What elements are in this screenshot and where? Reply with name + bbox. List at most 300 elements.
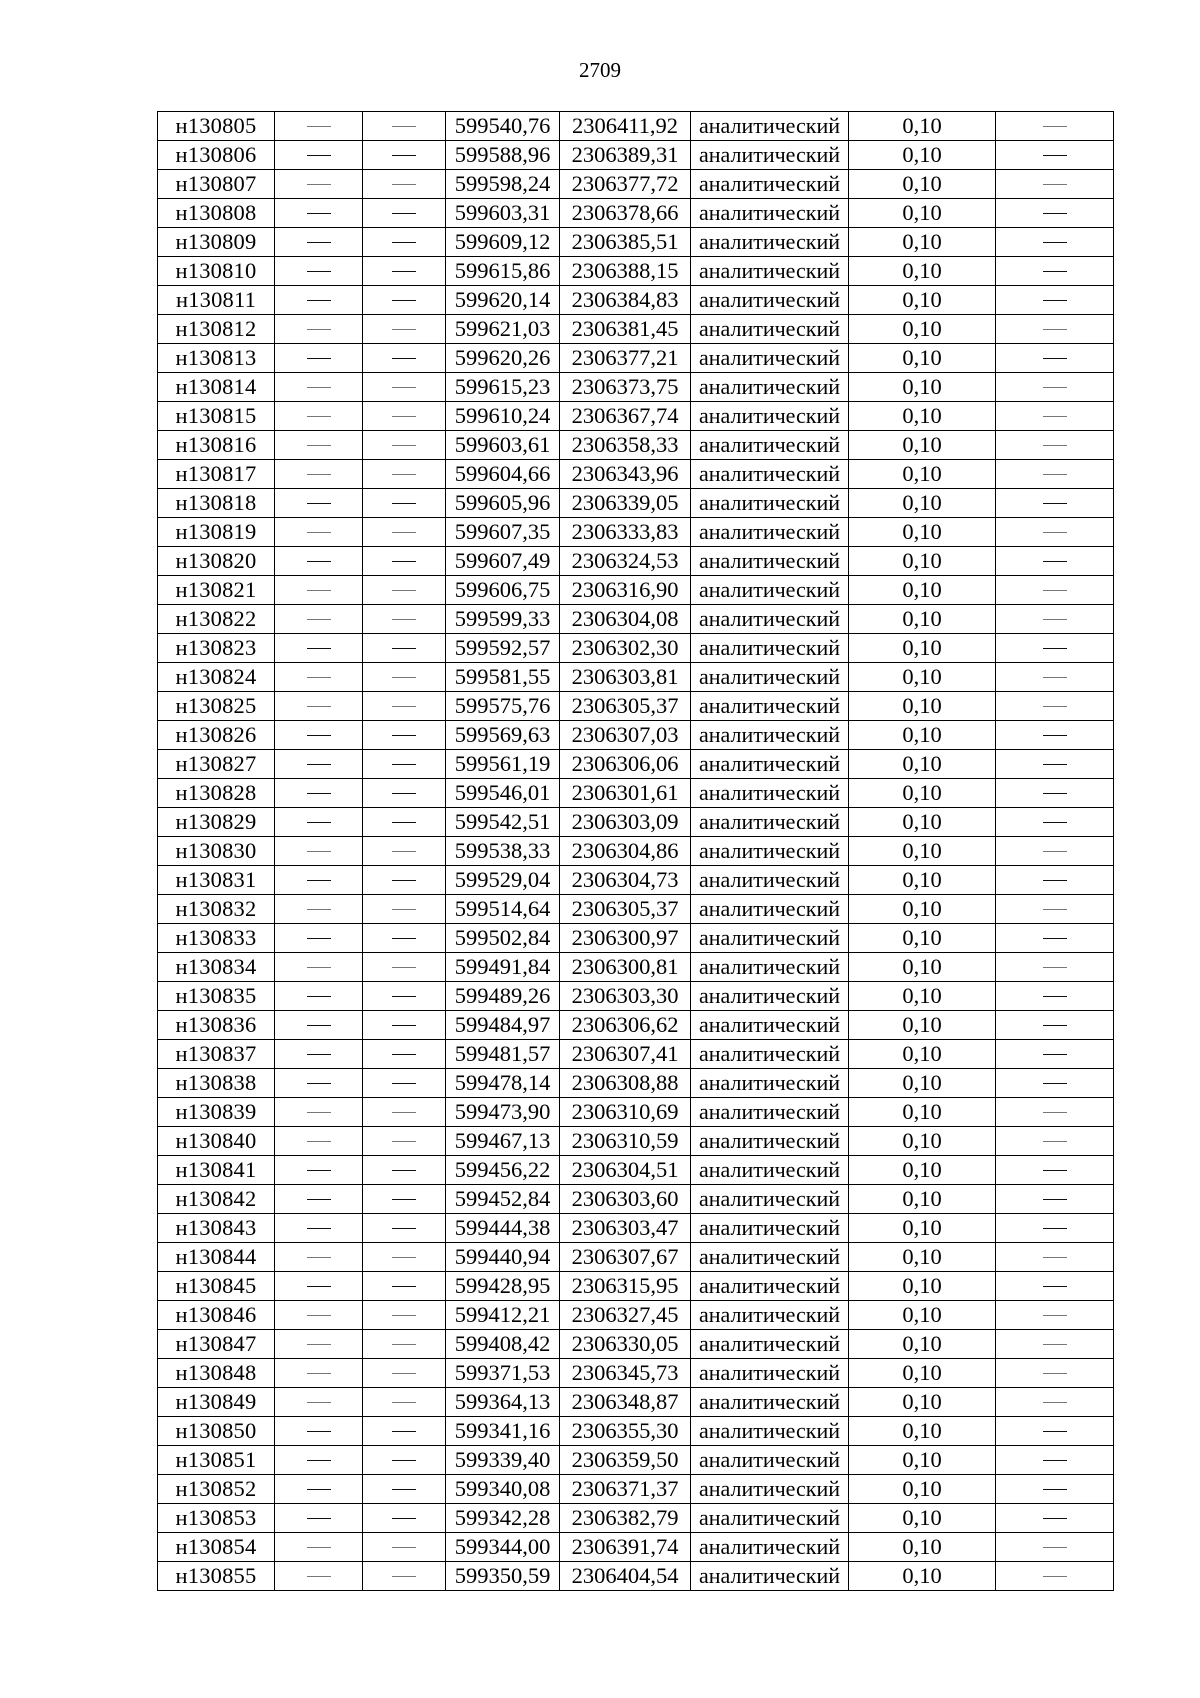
y-coordinate-cell: 2306343,96 bbox=[560, 460, 691, 489]
empty-value-cell bbox=[363, 315, 446, 344]
accuracy-cell: 0,10 bbox=[849, 1504, 996, 1533]
dash-mark bbox=[392, 503, 416, 504]
x-coordinate-cell: 599581,55 bbox=[446, 663, 560, 692]
method-cell: аналитический bbox=[691, 1098, 849, 1127]
table-row bbox=[158, 257, 1114, 286]
accuracy-cell: 0,10 bbox=[849, 1214, 996, 1243]
empty-value-cell bbox=[275, 837, 363, 866]
point-name-cell: н130827 bbox=[158, 750, 275, 779]
empty-value-cell bbox=[996, 1533, 1114, 1562]
accuracy-cell: 0,10 bbox=[849, 402, 996, 431]
y-coordinate-cell: 2306315,95 bbox=[560, 1272, 691, 1301]
table-row bbox=[158, 373, 1114, 402]
empty-value-cell bbox=[275, 866, 363, 895]
x-coordinate-cell: 599478,14 bbox=[446, 1069, 560, 1098]
y-coordinate-cell: 2306389,31 bbox=[560, 141, 691, 170]
point-name-cell: н130813 bbox=[158, 344, 275, 373]
y-coordinate-cell: 2306345,73 bbox=[560, 1359, 691, 1388]
empty-value-cell bbox=[363, 1127, 446, 1156]
dash-mark bbox=[1043, 387, 1067, 388]
empty-value-cell bbox=[996, 344, 1114, 373]
y-coordinate-cell: 2306303,30 bbox=[560, 982, 691, 1011]
dash-mark bbox=[307, 909, 331, 910]
empty-value-cell bbox=[363, 605, 446, 634]
empty-value-cell bbox=[363, 1214, 446, 1243]
x-coordinate-cell: 599620,14 bbox=[446, 286, 560, 315]
table-row bbox=[158, 315, 1114, 344]
accuracy-cell: 0,10 bbox=[849, 1533, 996, 1562]
empty-value-cell bbox=[363, 1156, 446, 1185]
empty-value-cell bbox=[996, 779, 1114, 808]
x-coordinate-cell: 599529,04 bbox=[446, 866, 560, 895]
table-row bbox=[158, 460, 1114, 489]
dash-mark bbox=[392, 184, 416, 185]
empty-value-cell bbox=[275, 634, 363, 663]
empty-value-cell bbox=[996, 663, 1114, 692]
empty-value-cell bbox=[996, 634, 1114, 663]
x-coordinate-cell: 599364,13 bbox=[446, 1388, 560, 1417]
empty-value-cell bbox=[275, 1388, 363, 1417]
point-name-cell: н130848 bbox=[158, 1359, 275, 1388]
point-name-cell: н130854 bbox=[158, 1533, 275, 1562]
y-coordinate-cell: 2306327,45 bbox=[560, 1301, 691, 1330]
table-row bbox=[158, 692, 1114, 721]
point-name-cell: н130830 bbox=[158, 837, 275, 866]
empty-value-cell bbox=[275, 779, 363, 808]
empty-value-cell bbox=[363, 1069, 446, 1098]
empty-value-cell bbox=[275, 460, 363, 489]
dash-mark bbox=[392, 793, 416, 794]
accuracy-cell: 0,10 bbox=[849, 460, 996, 489]
accuracy-cell: 0,10 bbox=[849, 1475, 996, 1504]
empty-value-cell bbox=[363, 344, 446, 373]
dash-mark bbox=[392, 1518, 416, 1519]
dash-mark bbox=[307, 445, 331, 446]
table-row bbox=[158, 1446, 1114, 1475]
dash-mark bbox=[307, 474, 331, 475]
empty-value-cell bbox=[363, 199, 446, 228]
empty-value-cell bbox=[275, 1417, 363, 1446]
accuracy-cell: 0,10 bbox=[849, 315, 996, 344]
dash-mark bbox=[392, 155, 416, 156]
table-row bbox=[158, 1417, 1114, 1446]
table-row bbox=[158, 1011, 1114, 1040]
dash-mark bbox=[392, 706, 416, 707]
x-coordinate-cell: 599489,26 bbox=[446, 982, 560, 1011]
table-row bbox=[158, 1040, 1114, 1069]
point-name-cell: н130815 bbox=[158, 402, 275, 431]
empty-value-cell bbox=[996, 228, 1114, 257]
dash-mark bbox=[1043, 1431, 1067, 1432]
empty-value-cell bbox=[363, 1185, 446, 1214]
method-cell: аналитический bbox=[691, 1417, 849, 1446]
empty-value-cell bbox=[363, 866, 446, 895]
point-name-cell: н130833 bbox=[158, 924, 275, 953]
dash-mark bbox=[1043, 503, 1067, 504]
dash-mark bbox=[1043, 1315, 1067, 1316]
dash-mark bbox=[1043, 271, 1067, 272]
dash-mark bbox=[1043, 1547, 1067, 1548]
empty-value-cell bbox=[363, 808, 446, 837]
empty-value-cell bbox=[275, 924, 363, 953]
empty-value-cell bbox=[363, 1562, 446, 1591]
x-coordinate-cell: 599607,35 bbox=[446, 518, 560, 547]
dash-mark bbox=[307, 1576, 331, 1577]
empty-value-cell bbox=[275, 1330, 363, 1359]
point-name-cell: н130808 bbox=[158, 199, 275, 228]
empty-value-cell bbox=[275, 1040, 363, 1069]
empty-value-cell bbox=[275, 721, 363, 750]
table-body bbox=[158, 112, 1114, 1591]
method-cell: аналитический bbox=[691, 373, 849, 402]
empty-value-cell bbox=[275, 605, 363, 634]
method-cell: аналитический bbox=[691, 402, 849, 431]
x-coordinate-cell: 599615,23 bbox=[446, 373, 560, 402]
point-name-cell: н130839 bbox=[158, 1098, 275, 1127]
method-cell: аналитический bbox=[691, 1069, 849, 1098]
empty-value-cell bbox=[275, 1301, 363, 1330]
method-cell: аналитический bbox=[691, 634, 849, 663]
dash-mark bbox=[1043, 1025, 1067, 1026]
method-cell: аналитический bbox=[691, 1040, 849, 1069]
y-coordinate-cell: 2306388,15 bbox=[560, 257, 691, 286]
x-coordinate-cell: 599621,03 bbox=[446, 315, 560, 344]
point-name-cell: н130838 bbox=[158, 1069, 275, 1098]
table-row bbox=[158, 837, 1114, 866]
dash-mark bbox=[392, 271, 416, 272]
table-row bbox=[158, 663, 1114, 692]
empty-value-cell bbox=[996, 112, 1114, 141]
dash-mark bbox=[392, 387, 416, 388]
point-name-cell: н130828 bbox=[158, 779, 275, 808]
point-name-cell: н130837 bbox=[158, 1040, 275, 1069]
method-cell: аналитический bbox=[691, 750, 849, 779]
point-name-cell: н130829 bbox=[158, 808, 275, 837]
accuracy-cell: 0,10 bbox=[849, 605, 996, 634]
x-coordinate-cell: 599546,01 bbox=[446, 779, 560, 808]
dash-mark bbox=[307, 793, 331, 794]
table-row bbox=[158, 170, 1114, 199]
table-row bbox=[158, 1533, 1114, 1562]
empty-value-cell bbox=[275, 141, 363, 170]
empty-value-cell bbox=[363, 721, 446, 750]
table-row bbox=[158, 1214, 1114, 1243]
empty-value-cell bbox=[363, 373, 446, 402]
x-coordinate-cell: 599603,61 bbox=[446, 431, 560, 460]
accuracy-cell: 0,10 bbox=[849, 1359, 996, 1388]
method-cell: аналитический bbox=[691, 1330, 849, 1359]
x-coordinate-cell: 599371,53 bbox=[446, 1359, 560, 1388]
y-coordinate-cell: 2306382,79 bbox=[560, 1504, 691, 1533]
y-coordinate-cell: 2306377,21 bbox=[560, 344, 691, 373]
dash-mark bbox=[307, 996, 331, 997]
accuracy-cell: 0,10 bbox=[849, 170, 996, 199]
accuracy-cell: 0,10 bbox=[849, 837, 996, 866]
dash-mark bbox=[307, 300, 331, 301]
empty-value-cell bbox=[275, 489, 363, 518]
accuracy-cell: 0,10 bbox=[849, 1127, 996, 1156]
x-coordinate-cell: 599467,13 bbox=[446, 1127, 560, 1156]
empty-value-cell bbox=[363, 1243, 446, 1272]
y-coordinate-cell: 2306303,60 bbox=[560, 1185, 691, 1214]
dash-mark bbox=[1043, 996, 1067, 997]
dash-mark bbox=[1043, 1489, 1067, 1490]
y-coordinate-cell: 2306385,51 bbox=[560, 228, 691, 257]
dash-mark bbox=[1043, 184, 1067, 185]
point-name-cell: н130845 bbox=[158, 1272, 275, 1301]
empty-value-cell bbox=[275, 286, 363, 315]
method-cell: аналитический bbox=[691, 431, 849, 460]
dash-mark bbox=[307, 1083, 331, 1084]
x-coordinate-cell: 599491,84 bbox=[446, 953, 560, 982]
y-coordinate-cell: 2306305,37 bbox=[560, 895, 691, 924]
method-cell: аналитический bbox=[691, 779, 849, 808]
point-name-cell: н130816 bbox=[158, 431, 275, 460]
empty-value-cell bbox=[996, 286, 1114, 315]
x-coordinate-cell: 599607,49 bbox=[446, 547, 560, 576]
accuracy-cell: 0,10 bbox=[849, 1562, 996, 1591]
empty-value-cell bbox=[996, 1359, 1114, 1388]
y-coordinate-cell: 2306301,61 bbox=[560, 779, 691, 808]
dash-mark bbox=[392, 1170, 416, 1171]
empty-value-cell bbox=[363, 1504, 446, 1533]
empty-value-cell bbox=[275, 1185, 363, 1214]
accuracy-cell: 0,10 bbox=[849, 1272, 996, 1301]
empty-value-cell bbox=[363, 663, 446, 692]
dash-mark bbox=[1043, 1170, 1067, 1171]
dash-mark bbox=[1043, 764, 1067, 765]
dash-mark bbox=[307, 416, 331, 417]
empty-value-cell bbox=[996, 1069, 1114, 1098]
dash-mark bbox=[307, 155, 331, 156]
empty-value-cell bbox=[996, 141, 1114, 170]
x-coordinate-cell: 599561,19 bbox=[446, 750, 560, 779]
dash-mark bbox=[392, 677, 416, 678]
empty-value-cell bbox=[996, 199, 1114, 228]
point-name-cell: н130851 bbox=[158, 1446, 275, 1475]
point-name-cell: н130818 bbox=[158, 489, 275, 518]
x-coordinate-cell: 599606,75 bbox=[446, 576, 560, 605]
empty-value-cell bbox=[275, 982, 363, 1011]
x-coordinate-cell: 599542,51 bbox=[446, 808, 560, 837]
x-coordinate-cell: 599540,76 bbox=[446, 112, 560, 141]
method-cell: аналитический bbox=[691, 315, 849, 344]
dash-mark bbox=[307, 1373, 331, 1374]
method-cell: аналитический bbox=[691, 547, 849, 576]
dash-mark bbox=[1043, 648, 1067, 649]
accuracy-cell: 0,10 bbox=[849, 1417, 996, 1446]
dash-mark bbox=[1043, 445, 1067, 446]
x-coordinate-cell: 599514,64 bbox=[446, 895, 560, 924]
dash-mark bbox=[392, 416, 416, 417]
accuracy-cell: 0,10 bbox=[849, 663, 996, 692]
x-coordinate-cell: 599615,86 bbox=[446, 257, 560, 286]
table-row bbox=[158, 1127, 1114, 1156]
y-coordinate-cell: 2306308,88 bbox=[560, 1069, 691, 1098]
method-cell: аналитический bbox=[691, 1562, 849, 1591]
y-coordinate-cell: 2306302,30 bbox=[560, 634, 691, 663]
dash-mark bbox=[307, 532, 331, 533]
y-coordinate-cell: 2306355,30 bbox=[560, 1417, 691, 1446]
dash-mark bbox=[307, 213, 331, 214]
empty-value-cell bbox=[275, 170, 363, 199]
point-name-cell: н130823 bbox=[158, 634, 275, 663]
dash-mark bbox=[1043, 358, 1067, 359]
dash-mark bbox=[307, 1315, 331, 1316]
accuracy-cell: 0,10 bbox=[849, 1098, 996, 1127]
dash-mark bbox=[392, 532, 416, 533]
dash-mark bbox=[307, 1402, 331, 1403]
table-row bbox=[158, 547, 1114, 576]
method-cell: аналитический bbox=[691, 982, 849, 1011]
dash-mark bbox=[307, 619, 331, 620]
y-coordinate-cell: 2306367,74 bbox=[560, 402, 691, 431]
point-name-cell: н130834 bbox=[158, 953, 275, 982]
method-cell: аналитический bbox=[691, 489, 849, 518]
method-cell: аналитический bbox=[691, 344, 849, 373]
empty-value-cell bbox=[996, 460, 1114, 489]
accuracy-cell: 0,10 bbox=[849, 112, 996, 141]
table-row bbox=[158, 112, 1114, 141]
accuracy-cell: 0,10 bbox=[849, 1011, 996, 1040]
y-coordinate-cell: 2306377,72 bbox=[560, 170, 691, 199]
empty-value-cell bbox=[275, 1533, 363, 1562]
y-coordinate-cell: 2306391,74 bbox=[560, 1533, 691, 1562]
method-cell: аналитический bbox=[691, 228, 849, 257]
point-name-cell: н130814 bbox=[158, 373, 275, 402]
accuracy-cell: 0,10 bbox=[849, 1040, 996, 1069]
empty-value-cell bbox=[996, 1098, 1114, 1127]
empty-value-cell bbox=[363, 1011, 446, 1040]
dash-mark bbox=[307, 677, 331, 678]
x-coordinate-cell: 599599,33 bbox=[446, 605, 560, 634]
y-coordinate-cell: 2306307,41 bbox=[560, 1040, 691, 1069]
empty-value-cell bbox=[275, 1011, 363, 1040]
accuracy-cell: 0,10 bbox=[849, 228, 996, 257]
method-cell: аналитический bbox=[691, 112, 849, 141]
accuracy-cell: 0,10 bbox=[849, 518, 996, 547]
method-cell: аналитический bbox=[691, 1504, 849, 1533]
point-name-cell: н130842 bbox=[158, 1185, 275, 1214]
dash-mark bbox=[392, 1344, 416, 1345]
dash-mark bbox=[392, 1489, 416, 1490]
dash-mark bbox=[307, 967, 331, 968]
empty-value-cell bbox=[275, 895, 363, 924]
table-row bbox=[158, 779, 1114, 808]
empty-value-cell bbox=[996, 518, 1114, 547]
y-coordinate-cell: 2306306,06 bbox=[560, 750, 691, 779]
point-name-cell: н130822 bbox=[158, 605, 275, 634]
x-coordinate-cell: 599588,96 bbox=[446, 141, 560, 170]
accuracy-cell: 0,10 bbox=[849, 750, 996, 779]
dash-mark bbox=[1043, 1141, 1067, 1142]
y-coordinate-cell: 2306371,37 bbox=[560, 1475, 691, 1504]
empty-value-cell bbox=[363, 112, 446, 141]
dash-mark bbox=[307, 184, 331, 185]
x-coordinate-cell: 599609,12 bbox=[446, 228, 560, 257]
accuracy-cell: 0,10 bbox=[849, 547, 996, 576]
x-coordinate-cell: 599610,24 bbox=[446, 402, 560, 431]
method-cell: аналитический bbox=[691, 141, 849, 170]
y-coordinate-cell: 2306304,51 bbox=[560, 1156, 691, 1185]
dash-mark bbox=[392, 242, 416, 243]
dash-mark bbox=[392, 329, 416, 330]
method-cell: аналитический bbox=[691, 663, 849, 692]
empty-value-cell bbox=[996, 605, 1114, 634]
empty-value-cell bbox=[996, 692, 1114, 721]
dash-mark bbox=[307, 1112, 331, 1113]
table-row bbox=[158, 1359, 1114, 1388]
dash-mark bbox=[1043, 1286, 1067, 1287]
dash-mark bbox=[392, 967, 416, 968]
empty-value-cell bbox=[996, 1011, 1114, 1040]
table-row bbox=[158, 808, 1114, 837]
accuracy-cell: 0,10 bbox=[849, 779, 996, 808]
dash-mark bbox=[307, 648, 331, 649]
table-row bbox=[158, 489, 1114, 518]
dash-mark bbox=[307, 242, 331, 243]
method-cell: аналитический bbox=[691, 199, 849, 228]
empty-value-cell bbox=[996, 547, 1114, 576]
table-row bbox=[158, 721, 1114, 750]
method-cell: аналитический bbox=[691, 460, 849, 489]
y-coordinate-cell: 2306307,03 bbox=[560, 721, 691, 750]
dash-mark bbox=[392, 1460, 416, 1461]
point-name-cell: н130836 bbox=[158, 1011, 275, 1040]
table-row bbox=[158, 141, 1114, 170]
dash-mark bbox=[307, 1228, 331, 1229]
point-name-cell: н130809 bbox=[158, 228, 275, 257]
x-coordinate-cell: 599502,84 bbox=[446, 924, 560, 953]
point-name-cell: н130832 bbox=[158, 895, 275, 924]
y-coordinate-cell: 2306300,81 bbox=[560, 953, 691, 982]
empty-value-cell bbox=[996, 837, 1114, 866]
empty-value-cell bbox=[996, 1301, 1114, 1330]
y-coordinate-cell: 2306300,97 bbox=[560, 924, 691, 953]
empty-value-cell bbox=[996, 1475, 1114, 1504]
dash-mark bbox=[307, 329, 331, 330]
dash-mark bbox=[1043, 706, 1067, 707]
accuracy-cell: 0,10 bbox=[849, 1388, 996, 1417]
dash-mark bbox=[392, 1141, 416, 1142]
empty-value-cell bbox=[996, 576, 1114, 605]
method-cell: аналитический bbox=[691, 953, 849, 982]
table-row bbox=[158, 518, 1114, 547]
dash-mark bbox=[1043, 329, 1067, 330]
x-coordinate-cell: 599603,31 bbox=[446, 199, 560, 228]
dash-mark bbox=[307, 1344, 331, 1345]
method-cell: аналитический bbox=[691, 721, 849, 750]
dash-mark bbox=[1043, 851, 1067, 852]
empty-value-cell bbox=[996, 373, 1114, 402]
empty-value-cell bbox=[275, 1359, 363, 1388]
empty-value-cell bbox=[996, 1185, 1114, 1214]
point-name-cell: н130807 bbox=[158, 170, 275, 199]
point-name-cell: н130843 bbox=[158, 1214, 275, 1243]
accuracy-cell: 0,10 bbox=[849, 431, 996, 460]
empty-value-cell bbox=[363, 489, 446, 518]
dash-mark bbox=[307, 735, 331, 736]
empty-value-cell bbox=[363, 141, 446, 170]
table-row bbox=[158, 402, 1114, 431]
dash-mark bbox=[392, 735, 416, 736]
table-row bbox=[158, 576, 1114, 605]
empty-value-cell bbox=[275, 518, 363, 547]
empty-value-cell bbox=[363, 953, 446, 982]
y-coordinate-cell: 2306324,53 bbox=[560, 547, 691, 576]
empty-value-cell bbox=[996, 315, 1114, 344]
table-row bbox=[158, 344, 1114, 373]
